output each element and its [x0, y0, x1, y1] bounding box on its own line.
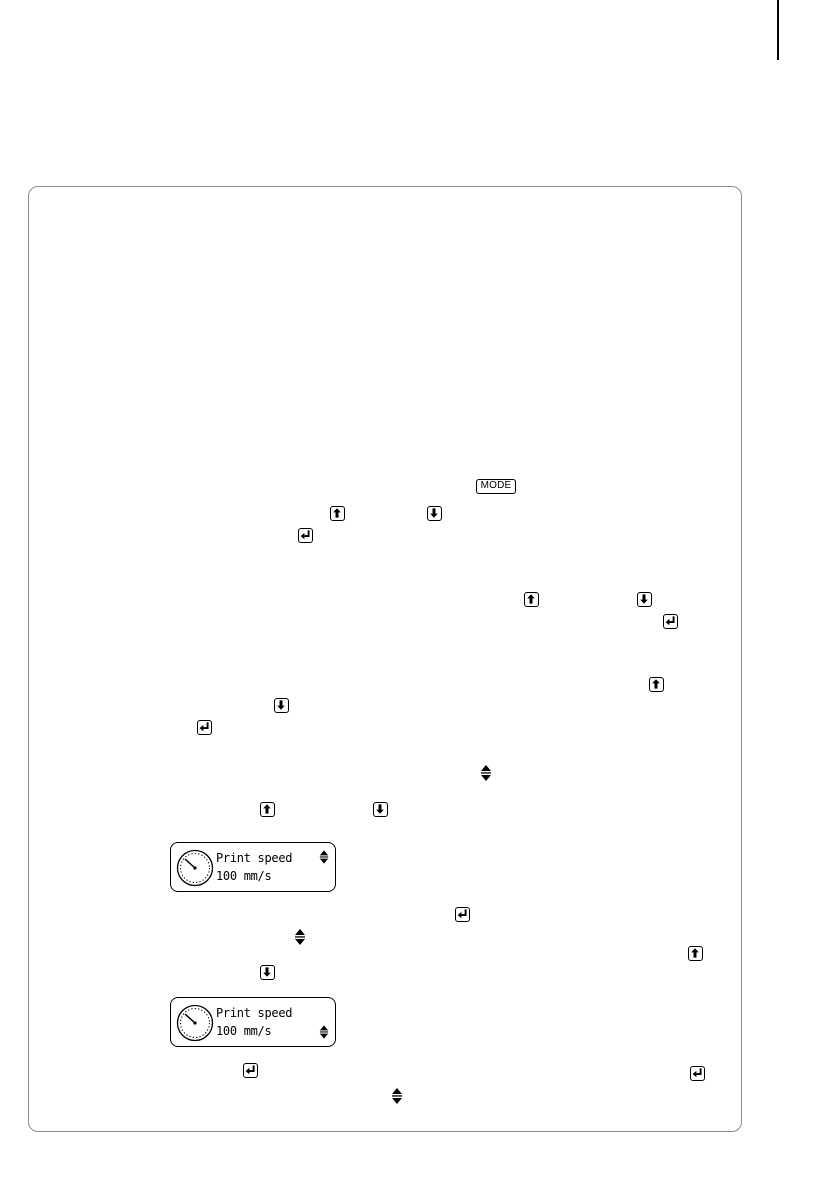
up-arrow-key-icon: [260, 802, 275, 817]
lcd-line-2: 100 mm/s: [216, 869, 272, 883]
content-box: [28, 186, 742, 1132]
up-arrow-key-icon: [330, 506, 345, 521]
margin-rule: [777, 0, 779, 60]
lcd-line-1: Print speed: [216, 1006, 293, 1020]
up-down-selection-icon: [319, 1024, 329, 1040]
enter-key-icon: [243, 1063, 258, 1078]
up-down-selection-icon: [294, 928, 306, 946]
enter-key-icon: [663, 614, 678, 629]
enter-key-icon: [690, 1066, 705, 1081]
up-arrow-key-icon: [649, 677, 664, 692]
down-arrow-key-icon: [260, 965, 275, 980]
up-down-selection-icon: [319, 849, 329, 865]
lcd-line-1: Print speed: [216, 851, 293, 865]
up-arrow-key-icon: [524, 592, 539, 607]
up-down-selection-icon: [391, 1087, 403, 1105]
down-arrow-key-icon: [427, 506, 442, 521]
lcd-display: [170, 997, 336, 1047]
up-down-selection-icon: [480, 764, 492, 782]
enter-key-icon: [197, 720, 212, 735]
down-arrow-key-icon: [637, 592, 652, 607]
lcd-display: [170, 842, 336, 892]
speedometer-icon: [176, 1004, 214, 1042]
up-arrow-key-icon: [688, 946, 703, 961]
mode-key-icon: MODE: [476, 479, 516, 494]
down-arrow-key-icon: [373, 802, 388, 817]
down-arrow-key-icon: [274, 698, 289, 713]
speedometer-icon: [176, 849, 214, 887]
enter-key-icon: [455, 907, 470, 922]
enter-key-icon: [298, 528, 313, 543]
lcd-line-2: 100 mm/s: [216, 1024, 272, 1038]
